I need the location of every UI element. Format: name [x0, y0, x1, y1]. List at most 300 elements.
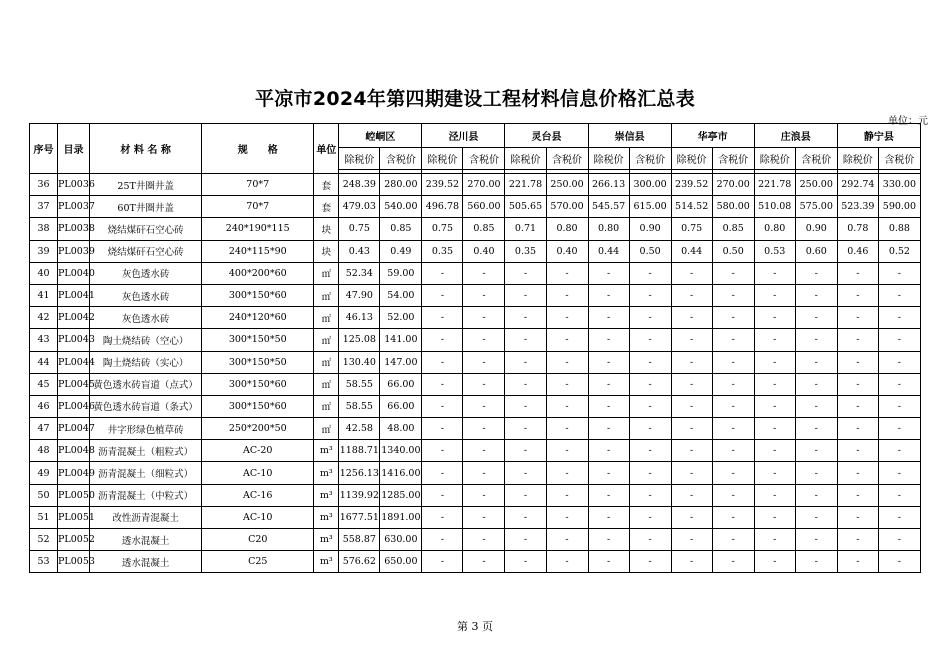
price-excl-tax: -	[754, 440, 795, 462]
price-incl-tax: -	[546, 395, 588, 417]
price-excl-tax: -	[754, 484, 795, 506]
price-excl-tax: -	[505, 462, 546, 484]
row-seq: 46	[30, 395, 58, 417]
row-unit: ㎡	[314, 351, 339, 373]
price-incl-tax: -	[629, 529, 671, 551]
table-row	[30, 329, 921, 351]
table-row	[30, 529, 921, 551]
row-name: 灰色透水砖	[90, 262, 202, 284]
price-incl-tax: -	[795, 395, 837, 417]
price-excl-tax: 1188.71	[339, 440, 380, 462]
price-excl-tax: 266.13	[588, 174, 629, 196]
price-excl-tax: 0.35	[422, 240, 463, 262]
price-excl-tax: 58.55	[339, 373, 380, 395]
price-excl-tax: -	[837, 529, 878, 551]
table-row	[30, 484, 921, 506]
row-unit: ㎡	[314, 329, 339, 351]
row-code: PL0040	[58, 262, 90, 284]
price-excl-tax: -	[422, 551, 463, 573]
price-incl-tax: -	[712, 462, 754, 484]
price-incl-tax: -	[712, 440, 754, 462]
row-unit: ㎡	[314, 284, 339, 306]
price-incl-tax: -	[712, 551, 754, 573]
header-incl-tax: 含税价	[629, 148, 671, 170]
row-code: PL0038	[58, 218, 90, 240]
price-incl-tax: 59.00	[380, 262, 422, 284]
price-incl-tax: -	[546, 418, 588, 440]
price-incl-tax: -	[795, 262, 837, 284]
price-incl-tax: -	[712, 262, 754, 284]
price-excl-tax: -	[422, 462, 463, 484]
header-incl-tax: 含税价	[795, 148, 837, 170]
price-excl-tax: 47.90	[339, 284, 380, 306]
price-incl-tax: -	[546, 284, 588, 306]
price-incl-tax: -	[546, 462, 588, 484]
price-excl-tax: -	[588, 551, 629, 573]
price-excl-tax: 42.58	[339, 418, 380, 440]
row-code: PL0049	[58, 462, 90, 484]
price-excl-tax: -	[671, 329, 712, 351]
price-excl-tax: -	[754, 462, 795, 484]
row-spec: AC-16	[202, 484, 314, 506]
price-excl-tax: -	[422, 373, 463, 395]
price-incl-tax: -	[878, 351, 920, 373]
price-incl-tax: 250.00	[546, 174, 588, 196]
price-incl-tax: 650.00	[380, 551, 422, 573]
header-region: 泾川县	[422, 124, 505, 148]
price-incl-tax: 0.50	[712, 240, 754, 262]
price-excl-tax: 221.78	[754, 174, 795, 196]
price-incl-tax: -	[712, 284, 754, 306]
price-incl-tax: -	[878, 506, 920, 528]
price-excl-tax: 0.44	[671, 240, 712, 262]
row-name: 灰色透水砖	[90, 307, 202, 329]
price-incl-tax: 147.00	[380, 351, 422, 373]
page-title: 平凉市2024年第四期建设工程材料信息价格汇总表	[254, 88, 696, 110]
header-region: 静宁县	[837, 124, 920, 148]
price-excl-tax: -	[754, 284, 795, 306]
price-excl-tax: -	[837, 440, 878, 462]
row-name: 透水混凝土	[90, 529, 202, 551]
price-excl-tax: -	[588, 307, 629, 329]
price-incl-tax: -	[795, 462, 837, 484]
price-excl-tax: -	[671, 351, 712, 373]
price-excl-tax: 523.39	[837, 196, 878, 218]
price-incl-tax: 615.00	[629, 196, 671, 218]
price-incl-tax: -	[546, 262, 588, 284]
row-code: PL0043	[58, 329, 90, 351]
price-incl-tax: -	[795, 506, 837, 528]
price-excl-tax: -	[505, 284, 546, 306]
price-incl-tax: 590.00	[878, 196, 920, 218]
unit-label: 单位：元	[888, 116, 928, 127]
price-excl-tax: -	[588, 529, 629, 551]
price-incl-tax: -	[546, 373, 588, 395]
price-excl-tax: 0.80	[588, 218, 629, 240]
price-incl-tax: -	[629, 462, 671, 484]
price-excl-tax: 46.13	[339, 307, 380, 329]
price-excl-tax: -	[754, 307, 795, 329]
row-name: 黄色透水砖盲道（条式）	[90, 395, 202, 417]
price-incl-tax: -	[878, 284, 920, 306]
price-incl-tax: -	[463, 262, 505, 284]
price-excl-tax: -	[671, 529, 712, 551]
price-incl-tax: 300.00	[629, 174, 671, 196]
table-row	[30, 395, 921, 417]
price-excl-tax: -	[671, 262, 712, 284]
price-excl-tax: 576.62	[339, 551, 380, 573]
price-incl-tax: -	[463, 551, 505, 573]
row-seq: 41	[30, 284, 58, 306]
row-name: 25T井圈井盖	[90, 174, 202, 196]
header-excl-tax: 除税价	[505, 148, 546, 170]
price-incl-tax: 630.00	[380, 529, 422, 551]
row-code: PL0044	[58, 351, 90, 373]
row-code: PL0046	[58, 395, 90, 417]
row-unit: m³	[314, 551, 339, 573]
row-name: 井字形绿色植草砖	[90, 418, 202, 440]
price-excl-tax: -	[505, 307, 546, 329]
price-excl-tax: -	[671, 373, 712, 395]
price-excl-tax: -	[754, 529, 795, 551]
price-incl-tax: -	[878, 262, 920, 284]
price-incl-tax: -	[795, 440, 837, 462]
price-excl-tax: 479.03	[339, 196, 380, 218]
row-name: 陶土烧结砖（实心）	[90, 351, 202, 373]
price-incl-tax: -	[463, 351, 505, 373]
price-excl-tax: 545.57	[588, 196, 629, 218]
price-incl-tax: -	[629, 284, 671, 306]
price-incl-tax: 540.00	[380, 196, 422, 218]
price-incl-tax: -	[629, 262, 671, 284]
price-incl-tax: 0.52	[878, 240, 920, 262]
price-incl-tax: -	[878, 373, 920, 395]
row-spec: AC-10	[202, 506, 314, 528]
table-row	[30, 174, 921, 196]
price-excl-tax: -	[505, 351, 546, 373]
header-excl-tax: 除税价	[754, 148, 795, 170]
price-excl-tax: 496.78	[422, 196, 463, 218]
price-incl-tax: 48.00	[380, 418, 422, 440]
row-spec: 400*200*60	[202, 262, 314, 284]
price-excl-tax: 0.75	[422, 218, 463, 240]
price-incl-tax: -	[546, 506, 588, 528]
table-row	[30, 506, 921, 528]
price-excl-tax: 0.53	[754, 240, 795, 262]
price-excl-tax: -	[422, 506, 463, 528]
row-code: PL0045	[58, 373, 90, 395]
price-incl-tax: -	[878, 329, 920, 351]
header-excl-tax: 除税价	[422, 148, 463, 170]
price-excl-tax: 58.55	[339, 395, 380, 417]
table-row	[30, 284, 921, 306]
table-row	[30, 373, 921, 395]
price-incl-tax: -	[878, 551, 920, 573]
price-incl-tax: 270.00	[712, 174, 754, 196]
price-excl-tax: 0.44	[588, 240, 629, 262]
price-incl-tax: -	[629, 395, 671, 417]
price-excl-tax: -	[588, 506, 629, 528]
price-table	[29, 123, 921, 573]
header-excl-tax: 除税价	[671, 148, 712, 170]
price-excl-tax: -	[671, 395, 712, 417]
price-excl-tax: 0.75	[671, 218, 712, 240]
price-incl-tax: 0.40	[463, 240, 505, 262]
price-excl-tax: -	[505, 506, 546, 528]
header-incl-tax: 含税价	[380, 148, 422, 170]
price-excl-tax: 0.35	[505, 240, 546, 262]
price-incl-tax: 330.00	[878, 174, 920, 196]
price-excl-tax: -	[837, 351, 878, 373]
row-spec: 240*120*60	[202, 307, 314, 329]
row-seq: 51	[30, 506, 58, 528]
table-row	[30, 218, 921, 240]
price-incl-tax: -	[463, 506, 505, 528]
row-unit: m³	[314, 440, 339, 462]
row-seq: 43	[30, 329, 58, 351]
price-incl-tax: 575.00	[795, 196, 837, 218]
price-excl-tax: 239.52	[422, 174, 463, 196]
price-excl-tax: 292.74	[837, 174, 878, 196]
row-seq: 39	[30, 240, 58, 262]
price-incl-tax: -	[463, 462, 505, 484]
price-incl-tax: 0.80	[546, 218, 588, 240]
row-seq: 38	[30, 218, 58, 240]
price-incl-tax: -	[795, 529, 837, 551]
row-seq: 40	[30, 262, 58, 284]
price-incl-tax: -	[629, 418, 671, 440]
row-name: 沥青混凝土（粗粒式）	[90, 440, 202, 462]
row-seq: 53	[30, 551, 58, 573]
price-incl-tax: 0.50	[629, 240, 671, 262]
row-unit: ㎡	[314, 262, 339, 284]
price-incl-tax: -	[878, 529, 920, 551]
row-spec: 240*190*115	[202, 218, 314, 240]
price-incl-tax: -	[629, 484, 671, 506]
price-incl-tax: 54.00	[380, 284, 422, 306]
price-incl-tax: -	[795, 307, 837, 329]
row-spec: 70*7	[202, 196, 314, 218]
price-incl-tax: 0.88	[878, 218, 920, 240]
price-excl-tax: -	[422, 440, 463, 462]
row-unit: ㎡	[314, 373, 339, 395]
price-incl-tax: -	[629, 329, 671, 351]
row-spec: 300*150*50	[202, 351, 314, 373]
table-row	[30, 462, 921, 484]
price-incl-tax: -	[712, 395, 754, 417]
price-incl-tax: 250.00	[795, 174, 837, 196]
row-name: 沥青混凝土（中粒式）	[90, 484, 202, 506]
price-excl-tax: -	[754, 373, 795, 395]
price-excl-tax: 52.34	[339, 262, 380, 284]
row-spec: C25	[202, 551, 314, 573]
price-excl-tax: -	[505, 551, 546, 573]
price-incl-tax: -	[795, 373, 837, 395]
price-excl-tax: -	[505, 329, 546, 351]
price-incl-tax: -	[712, 506, 754, 528]
price-incl-tax: 1285.00	[380, 484, 422, 506]
price-excl-tax: -	[588, 351, 629, 373]
price-excl-tax: 1139.92	[339, 484, 380, 506]
price-excl-tax: -	[837, 484, 878, 506]
row-code: PL0042	[58, 307, 90, 329]
price-excl-tax: -	[422, 529, 463, 551]
row-seq: 36	[30, 174, 58, 196]
price-incl-tax: -	[878, 418, 920, 440]
price-excl-tax: -	[671, 284, 712, 306]
row-spec: 300*150*60	[202, 395, 314, 417]
price-incl-tax: 0.49	[380, 240, 422, 262]
header-excl-tax: 除税价	[339, 148, 380, 170]
price-excl-tax: -	[505, 395, 546, 417]
price-excl-tax: 510.08	[754, 196, 795, 218]
price-excl-tax: -	[422, 351, 463, 373]
row-seq: 48	[30, 440, 58, 462]
price-excl-tax: -	[754, 262, 795, 284]
row-unit: m³	[314, 484, 339, 506]
price-incl-tax: -	[463, 307, 505, 329]
row-code: PL0053	[58, 551, 90, 573]
price-incl-tax: -	[878, 395, 920, 417]
row-seq: 37	[30, 196, 58, 218]
table-row	[30, 307, 921, 329]
price-excl-tax: -	[671, 440, 712, 462]
row-name: 改性沥青混凝土	[90, 506, 202, 528]
price-incl-tax: -	[712, 484, 754, 506]
price-excl-tax: -	[671, 307, 712, 329]
price-excl-tax: -	[837, 373, 878, 395]
price-excl-tax: -	[588, 440, 629, 462]
price-excl-tax: -	[754, 506, 795, 528]
header-code: 目录	[58, 124, 90, 174]
price-excl-tax: -	[505, 440, 546, 462]
header-region: 庄浪县	[754, 124, 837, 148]
row-unit: ㎡	[314, 307, 339, 329]
price-incl-tax: 66.00	[380, 395, 422, 417]
page-number: 第 3 页	[457, 620, 493, 633]
price-incl-tax: -	[629, 440, 671, 462]
price-incl-tax: 560.00	[463, 196, 505, 218]
header-region: 华亭市	[671, 124, 754, 148]
price-excl-tax: -	[754, 418, 795, 440]
header-excl-tax: 除税价	[837, 148, 878, 170]
price-incl-tax: 1340.00	[380, 440, 422, 462]
price-incl-tax: 0.85	[712, 218, 754, 240]
row-spec: C20	[202, 529, 314, 551]
price-excl-tax: -	[422, 262, 463, 284]
header-spec: 规 格	[202, 124, 314, 174]
price-excl-tax: -	[671, 462, 712, 484]
row-unit: 块	[314, 240, 339, 262]
row-seq: 42	[30, 307, 58, 329]
price-incl-tax: -	[546, 484, 588, 506]
price-excl-tax: -	[588, 484, 629, 506]
price-incl-tax: -	[712, 329, 754, 351]
price-excl-tax: -	[754, 395, 795, 417]
price-excl-tax: -	[588, 329, 629, 351]
header-region: 崆峒区	[339, 124, 422, 148]
price-excl-tax: -	[588, 373, 629, 395]
price-incl-tax: -	[546, 551, 588, 573]
price-incl-tax: -	[629, 351, 671, 373]
price-incl-tax: -	[463, 329, 505, 351]
price-excl-tax: -	[837, 284, 878, 306]
price-excl-tax: -	[754, 351, 795, 373]
price-excl-tax: -	[671, 418, 712, 440]
price-excl-tax: -	[505, 262, 546, 284]
price-incl-tax: -	[629, 506, 671, 528]
price-excl-tax: 0.71	[505, 218, 546, 240]
price-excl-tax: 130.40	[339, 351, 380, 373]
price-excl-tax: -	[422, 418, 463, 440]
row-code: PL0036	[58, 174, 90, 196]
price-excl-tax: -	[422, 484, 463, 506]
price-incl-tax: 580.00	[712, 196, 754, 218]
row-name: 灰色透水砖	[90, 284, 202, 306]
price-incl-tax: -	[795, 418, 837, 440]
header-incl-tax: 含税价	[712, 148, 754, 170]
price-excl-tax: -	[671, 551, 712, 573]
row-spec: 70*7	[202, 174, 314, 196]
row-code: PL0037	[58, 196, 90, 218]
price-excl-tax: 0.43	[339, 240, 380, 262]
price-incl-tax: -	[546, 307, 588, 329]
table-row	[30, 418, 921, 440]
price-excl-tax: -	[505, 484, 546, 506]
price-incl-tax: -	[878, 484, 920, 506]
price-incl-tax: -	[878, 307, 920, 329]
price-incl-tax: -	[463, 395, 505, 417]
price-incl-tax: 0.40	[546, 240, 588, 262]
row-unit: m³	[314, 462, 339, 484]
price-excl-tax: 0.80	[754, 218, 795, 240]
price-excl-tax: 0.46	[837, 240, 878, 262]
price-incl-tax: 1891.00	[380, 506, 422, 528]
row-unit: 套	[314, 174, 339, 196]
row-unit: ㎡	[314, 418, 339, 440]
price-excl-tax: 221.78	[505, 174, 546, 196]
price-incl-tax: -	[795, 284, 837, 306]
price-incl-tax: -	[546, 440, 588, 462]
row-name: 60T井圈井盖	[90, 196, 202, 218]
header-excl-tax: 除税价	[588, 148, 629, 170]
row-spec: AC-20	[202, 440, 314, 462]
price-incl-tax: 0.85	[380, 218, 422, 240]
price-excl-tax: -	[422, 307, 463, 329]
price-excl-tax: 248.39	[339, 174, 380, 196]
price-incl-tax: 66.00	[380, 373, 422, 395]
table-row	[30, 440, 921, 462]
price-incl-tax: 270.00	[463, 174, 505, 196]
price-incl-tax: -	[546, 351, 588, 373]
header-name: 材 料 名 称	[90, 124, 202, 174]
price-incl-tax: -	[463, 440, 505, 462]
price-incl-tax: -	[878, 440, 920, 462]
price-excl-tax: -	[588, 418, 629, 440]
price-incl-tax: -	[546, 329, 588, 351]
table-row	[30, 240, 921, 262]
price-excl-tax: -	[505, 418, 546, 440]
row-seq: 50	[30, 484, 58, 506]
price-incl-tax: -	[546, 529, 588, 551]
price-incl-tax: 0.60	[795, 240, 837, 262]
price-incl-tax: -	[463, 373, 505, 395]
header-incl-tax: 含税价	[878, 148, 920, 170]
header-seq: 序号	[30, 124, 58, 174]
price-excl-tax: -	[837, 307, 878, 329]
table-row	[30, 196, 921, 218]
price-excl-tax: 0.75	[339, 218, 380, 240]
